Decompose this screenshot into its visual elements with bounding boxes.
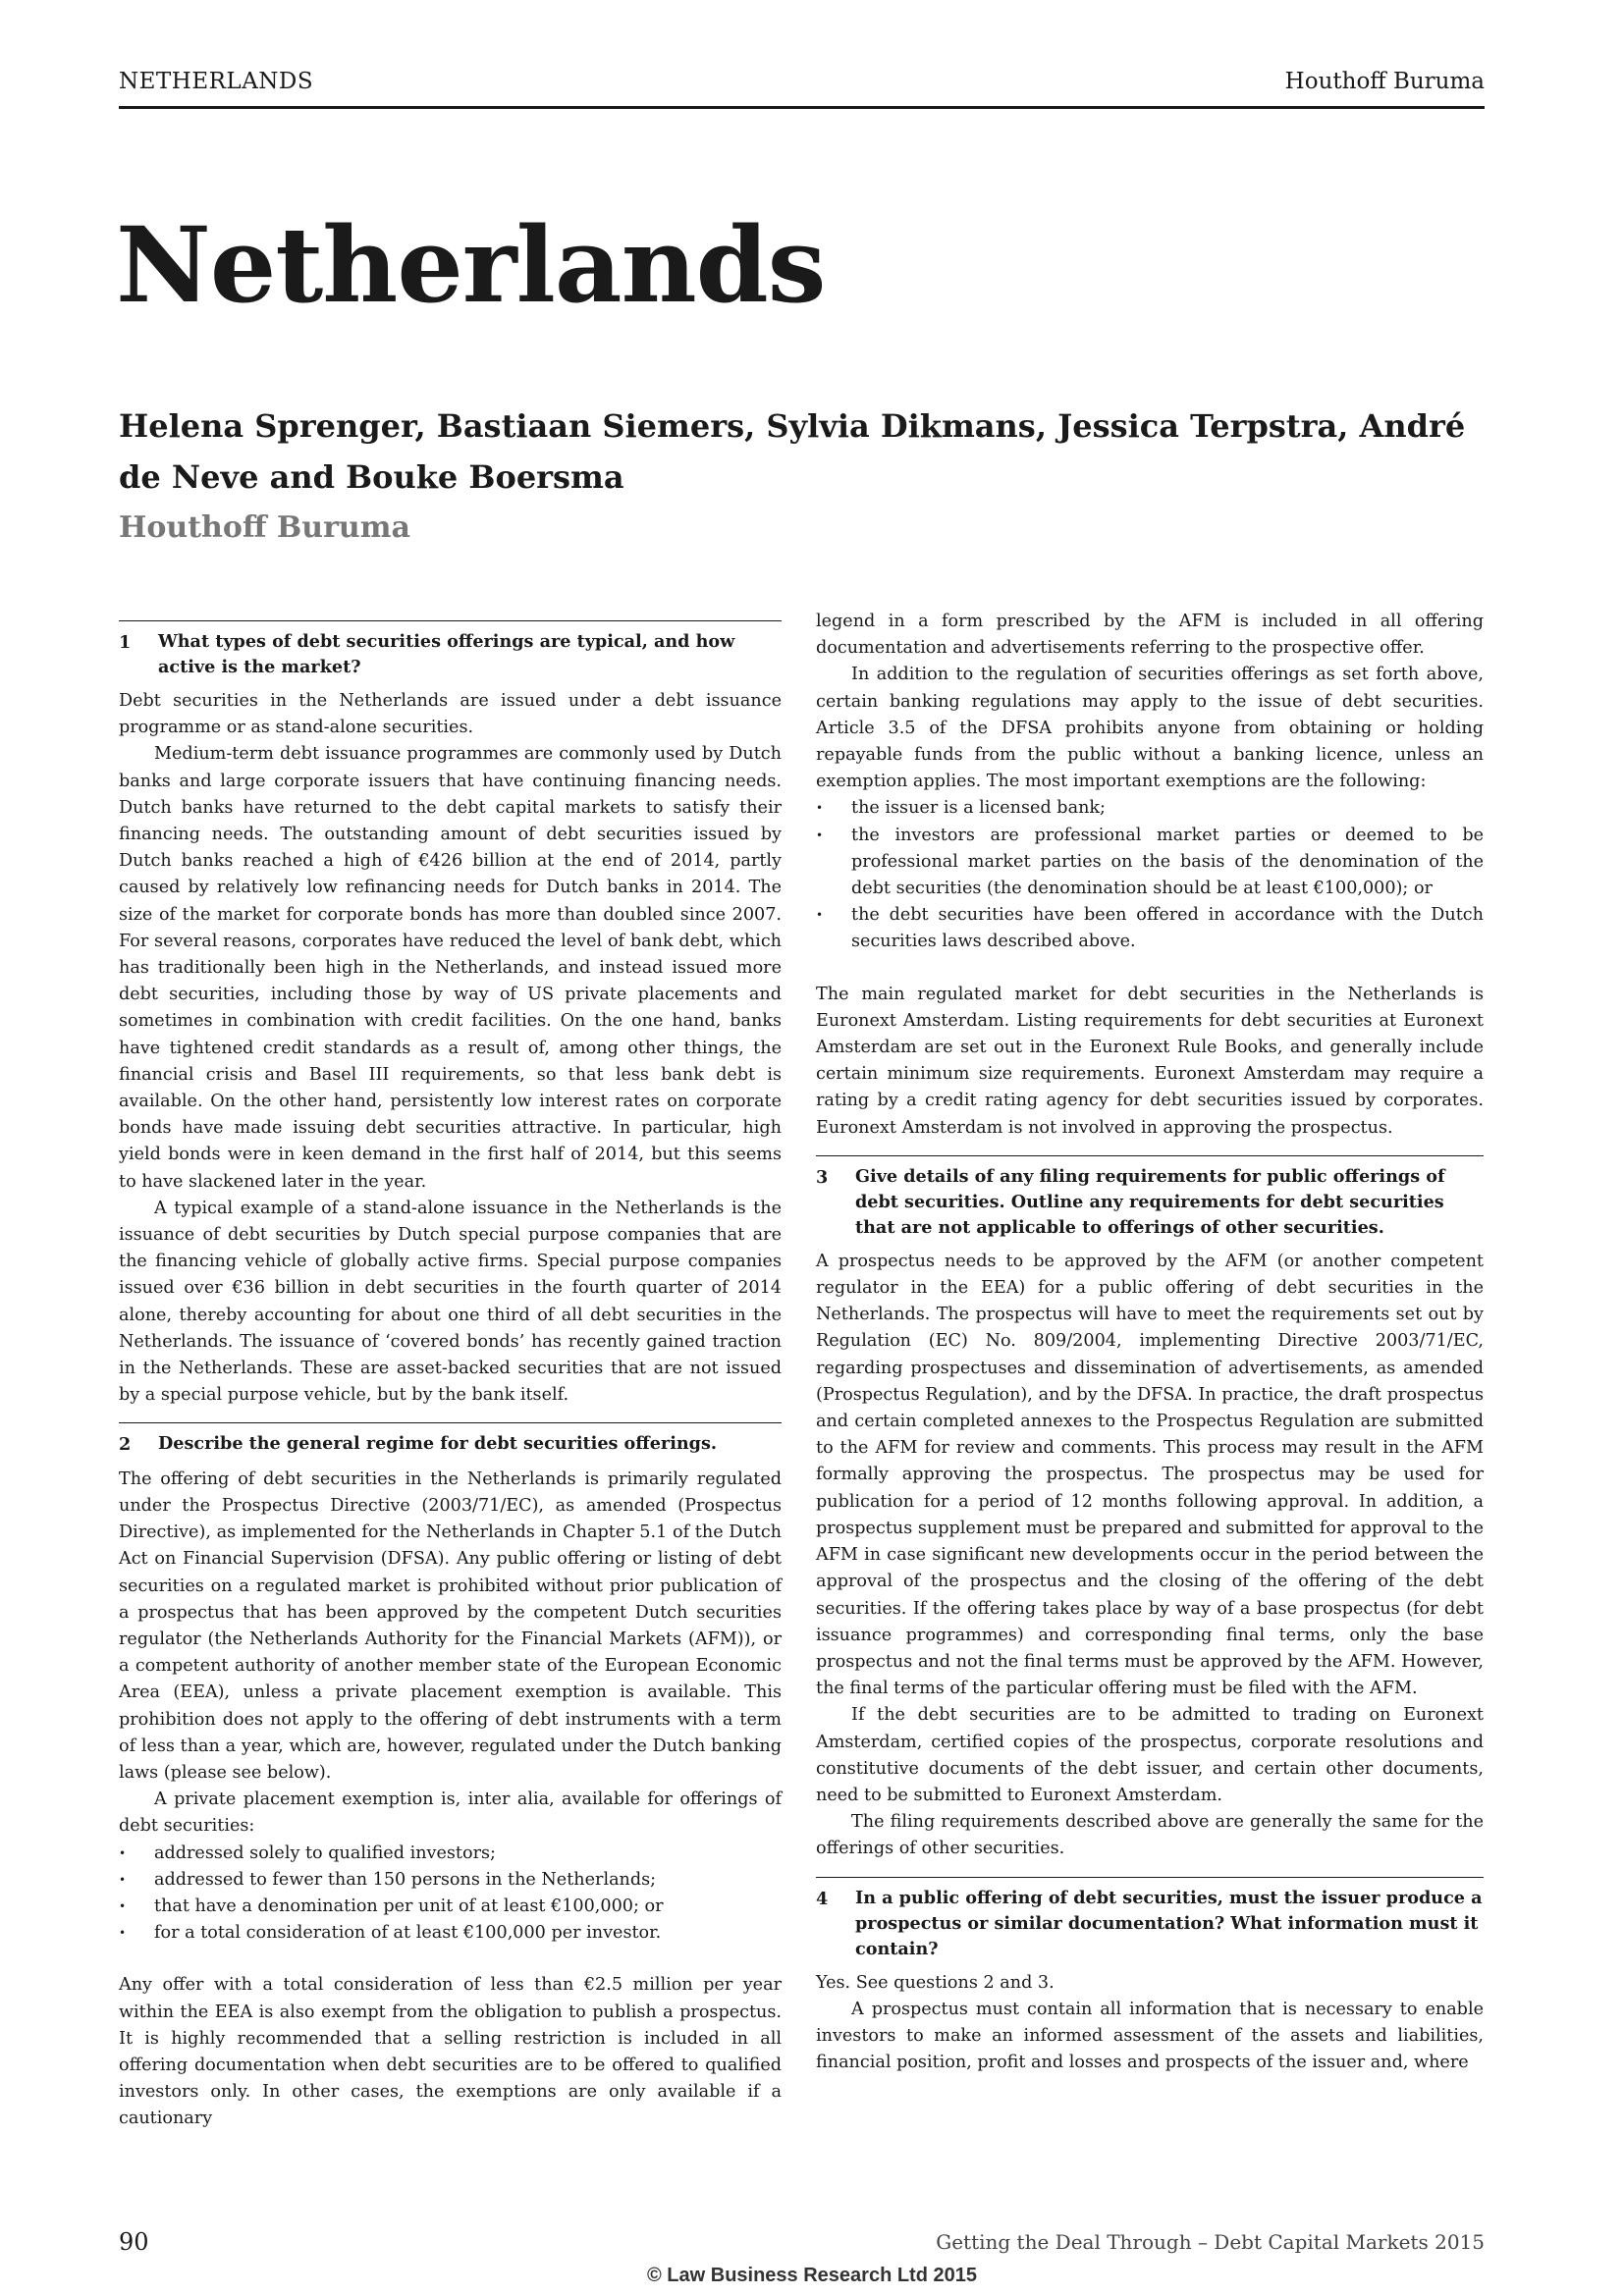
question-text: Give details of any filing requirements for public offerings of debt securities. Outline any requirements for debt securities that are not applicable to offerings of other securities. (855, 1165, 1445, 1238)
question-text: In a public offering of debt securities, must the issuer produce a prospectus or similar documentation? What information must it contain? (855, 1887, 1483, 1959)
running-header-country: NETHERLANDS (119, 69, 314, 94)
paragraph: Debt securities in the Netherlands are issued under a debt issuance programme or as stand-alone securities. (119, 691, 782, 738)
question-number: 2 (119, 1434, 132, 1456)
paragraph: legend in a form prescribed by the AFM is included in all offering documentation and advertisements referring to the prospective offer. (816, 612, 1484, 659)
paragraph: The offering of debt securities in the Netherlands is primarily regulated under the Prospectus Directive (2003/71/EC), as amended (Prospectus Directive), as implemented for the Netherlands in Chapter 5.1 of the Dutch Act on Financial Supervision (DFSA). Any public offering or listing of debt securities on a regulated market is prohibited without prior publication of a prospectus that has been approved by the competent Dutch securities regulator (the Netherlands Authority for the Financial Markets (AFM)), or a competent authority of another member state of the European Economic Area (EEA), unless a private placement exemption is available. This prohibition does not apply to the offering of debt instruments with a term of less than a year, which are, however, regulated under the Dutch banking laws (please see below). (119, 1468, 782, 1783)
list-item: • for a total consideration of at least €100,000 per investor. (119, 1920, 782, 1947)
list-item: • the investors are professional market parties or deemed to be professional market parties on the basis of the denomination of the debt securities (the denomination should be at least €100,000); or (816, 823, 1484, 903)
page-title: Netherlands (116, 203, 826, 326)
paragraph: In addition to the regulation of securities offerings as set forth above, certain banking regulations may apply to the issue of debt securities. Article 3.5 of the DFSA prohibits anyone from obtaining or holding repayable funds from the public without a banking licence, unless an exemption applies. The most important exemptions are the following: (816, 665, 1484, 792)
authors: Helena Sprenger, Bastiaan Siemers, Sylvia Dikmans, Jessica Terpstra, André de Neve and Bouke Boersma (119, 407, 1466, 496)
running-header-firm: Houthoff Buruma (1284, 69, 1485, 94)
question-4-heading (816, 1877, 1484, 1962)
question-2-heading (119, 1422, 782, 1458)
list-item: • the debt securities have been offered in accordance with the Dutch securities laws described above. (816, 902, 1484, 955)
list-item: • that have a denomination per unit of at least €100,000; or (119, 1894, 782, 1920)
paragraph: A typical example of a stand-alone issuance in the Netherlands is the issuance of debt securities by Dutch special purpose companies that are the financing vehicle of globally active firms. Special purpose companies issued over €36 billion in debt securities in the fourth quarter of 2014 alone, thereby accounting for about one third of all debt securities in the Netherlands. The issuance of ‘covered bonds’ has recently gained traction in the Netherlands. These are asset-backed securities that are not issued by a special purpose vehicle, but by the bank itself. (119, 1198, 782, 1406)
question-3-heading (816, 1155, 1484, 1241)
question-text: What types of debt securities offerings are typical, and how active is the market? (158, 631, 735, 677)
page-number: 90 (119, 2228, 149, 2256)
question-text: Describe the general regime for debt securities offerings. (158, 1433, 718, 1455)
right-column (816, 609, 1484, 2076)
paragraph: Yes. See questions 2 and 3. (816, 1972, 1055, 1993)
paragraph: A prospectus needs to be approved by the AFM (or another competent regulator in the EEA) for a public offering of debt securities in the Netherlands. The prospectus will have to meet the requirements set out by Regulation (EC) No. 809/2004, implementing Directive 2003/71/EC, regarding prospectuses and dissemination of advertisements, as amended (Prospectus Regulation), and by the DFSA. In practice, the draft prospectus and certain completed annexes to the Prospectus Regulation are submitted to the AFM for review and comments. This process may result in the AFM formally approving the prospectus. The prospectus may be used for publication for a period of 12 months following approval. In addition, a prospectus supplement must be prepared and submitted for approval to the AFM in case significant new developments occur in the period between the approval of the prospectus and the closing of the offering of the debt securities. If the offering takes place by way of a base prospectus (for debt issuance programmes) and corresponding final terms, only the base prospectus and not the final terms must be approved by the AFM. However, the final terms of the particular offering must be filed with the AFM. (816, 1251, 1484, 1699)
paragraph: The filing requirements described above are generally the same for the offerings of other securities. (816, 1812, 1484, 1859)
list-item: • addressed solely to qualified investors; (119, 1841, 782, 1867)
publication-title: Getting the Deal Through – Debt Capital Markets 2015 (936, 2230, 1485, 2254)
firm-name: Houthoff Buruma (119, 510, 410, 545)
paragraph: If the debt securities are to be admitted to trading on Euronext Amsterdam, certified copies of the prospectus, corporate resolutions and constitutive documents of the debt issuer, and certain other documents, need to be submitted to Euronext Amsterdam. (816, 1705, 1484, 1805)
running-header (119, 67, 1485, 109)
list-item: • addressed to fewer than 150 persons in the Netherlands; (119, 1867, 782, 1894)
paragraph: A prospectus must contain all information that is necessary to enable investors to make an informed assessment of the assets and liabilities, financial position, profit and losses and prospects of the issuer and, where (816, 1999, 1484, 2073)
exemption-list (119, 1841, 782, 1948)
copyright-notice: © Law Business Research Ltd 2015 (647, 2265, 977, 2286)
paragraph: Any offer with a total consideration of less than €2.5 million per year within the EEA is also exempt from the obligation to publish a prospectus. It is highly recommended that a selling restriction is included in all offering documentation when debt securities are to be offered to qualified investors only. In other cases, the exemptions are only available if a cautionary (119, 1975, 782, 2129)
question-number: 3 (816, 1166, 829, 1188)
paragraph: A private placement exemption is, inter alia, available for offerings of debt securities: (119, 1789, 782, 1837)
question-1-heading (119, 620, 782, 680)
paragraph: Medium-term debt issuance programmes are commonly used by Dutch banks and large corporate issuers that have continuing financing needs. Dutch banks have returned to the debt capital markets to satisfy their financing needs. The outstanding amount of debt securities issued by Dutch banks reached a high of €426 billion at the end of 2014, partly caused by relatively low refinancing needs for Dutch banks in 2014. The size of the market for corporate bonds has more than doubled since 2007. For several reasons, corporates have reduced the level of bank debt, which has traditionally been high in the Netherlands, and instead issued more debt securities, including those by way of US private placements and sometimes in combination with credit facilities. On the one hand, banks have tightened credit standards as a result of, among other things, the financial crisis and Basel III requirements, so that less bank debt is available. On the other hand, persistently low interest rates on corporate bonds have made issuing debt securities attractive. In particular, high yield bonds were in keen demand in the first half of 2014, but this seems to have slackened later in the year. (119, 744, 782, 1192)
left-column (119, 609, 782, 2133)
list-item: • the issuer is a licensed bank; (816, 795, 1484, 822)
question-number: 1 (119, 632, 132, 653)
banking-exemption-list (816, 795, 1484, 955)
paragraph: The main regulated market for debt securities in the Netherlands is Euronext Amsterdam. Listing requirements for debt securities at Euronext Amsterdam are set out in the Euronext Rule Books, and generally include certain minimum size requirements. Euronext Amsterdam may require a rating by a credit rating agency for debt securities issued by corporates. Euronext Amsterdam is not involved in approving the prospectus. (816, 984, 1484, 1138)
question-number: 4 (816, 1888, 829, 1909)
